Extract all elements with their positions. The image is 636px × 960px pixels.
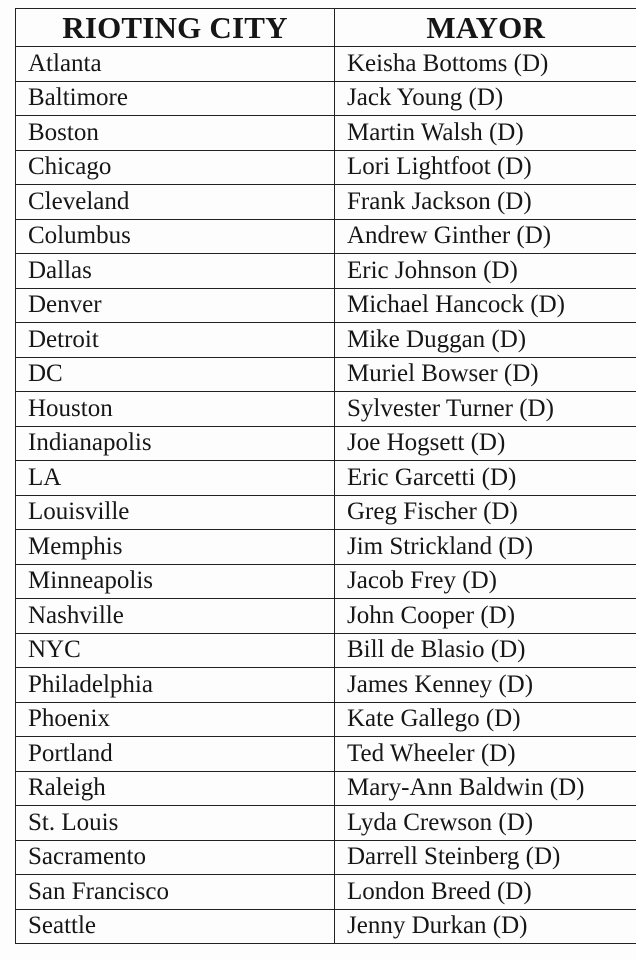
city-cell: San Francisco [16,875,335,910]
mayor-cell: Jack Young (D) [335,81,636,116]
city-cell: Denver [16,288,335,323]
table-row [16,185,636,220]
table-row [16,323,636,358]
table-row [16,47,636,82]
mayor-cell: Martin Walsh (D) [335,116,636,151]
mayor-cell: James Kenney (D) [335,668,636,703]
city-cell: Memphis [16,530,335,565]
mayor-cell: Greg Fischer (D) [335,495,636,530]
table-row [16,81,636,116]
city-cell: LA [16,461,335,496]
city-cell: Dallas [16,254,335,289]
table-row [16,288,636,323]
table-row [16,737,636,772]
table-row [16,599,636,634]
mayor-cell: Kate Gallego (D) [335,702,636,737]
mayor-cell: Eric Garcetti (D) [335,461,636,496]
mayor-cell: John Cooper (D) [335,599,636,634]
table-row [16,219,636,254]
city-cell: Philadelphia [16,668,335,703]
table-row [16,840,636,875]
city-cell: NYC [16,633,335,668]
city-cell: Detroit [16,323,335,358]
city-cell: Baltimore [16,81,335,116]
table-row [16,668,636,703]
city-cell: St. Louis [16,806,335,841]
mayor-cell: Jacob Frey (D) [335,564,636,599]
table-row [16,461,636,496]
mayor-cell: Joe Hogsett (D) [335,426,636,461]
mayor-cell: Mary-Ann Baldwin (D) [335,771,636,806]
table-row [16,116,636,151]
city-cell: Atlanta [16,47,335,82]
mayor-cell: Sylvester Turner (D) [335,392,636,427]
table-row [16,564,636,599]
city-cell: Raleigh [16,771,335,806]
table-header-row [16,9,636,47]
mayor-cell: Michael Hancock (D) [335,288,636,323]
city-cell: Phoenix [16,702,335,737]
city-cell: DC [16,357,335,392]
table-row [16,875,636,910]
table-row [16,909,636,944]
mayor-cell: Frank Jackson (D) [335,185,636,220]
city-cell: Boston [16,116,335,151]
city-cell: Indianapolis [16,426,335,461]
table-row [16,495,636,530]
table-row [16,806,636,841]
table-row [16,702,636,737]
mayor-cell: Eric Johnson (D) [335,254,636,289]
table-row [16,357,636,392]
mayor-cell: Darrell Steinberg (D) [335,840,636,875]
mayor-cell: Lyda Crewson (D) [335,806,636,841]
table-row [16,771,636,806]
mayor-cell: Jim Strickland (D) [335,530,636,565]
column-header-mayor: MAYOR [335,9,636,47]
city-cell: Houston [16,392,335,427]
mayor-cell: Andrew Ginther (D) [335,219,636,254]
table-row [16,633,636,668]
column-header-city: RIOTING CITY [16,9,335,47]
table-body [16,47,636,944]
city-cell: Cleveland [16,185,335,220]
city-cell: Louisville [16,495,335,530]
mayor-cell: Mike Duggan (D) [335,323,636,358]
mayor-cell: Muriel Bowser (D) [335,357,636,392]
table-row [16,254,636,289]
table-row [16,392,636,427]
table-row [16,150,636,185]
city-cell: Nashville [16,599,335,634]
mayor-cell: Ted Wheeler (D) [335,737,636,772]
city-cell: Sacramento [16,840,335,875]
table-row [16,426,636,461]
mayor-cell: Keisha Bottoms (D) [335,47,636,82]
mayor-cell: Bill de Blasio (D) [335,633,636,668]
mayor-cell: Jenny Durkan (D) [335,909,636,944]
mayor-cell: Lori Lightfoot (D) [335,150,636,185]
table-row [16,530,636,565]
city-cell: Minneapolis [16,564,335,599]
city-cell: Seattle [16,909,335,944]
city-cell: Columbus [16,219,335,254]
mayor-cell: London Breed (D) [335,875,636,910]
city-cell: Portland [16,737,335,772]
city-mayor-table [15,8,636,944]
city-cell: Chicago [16,150,335,185]
